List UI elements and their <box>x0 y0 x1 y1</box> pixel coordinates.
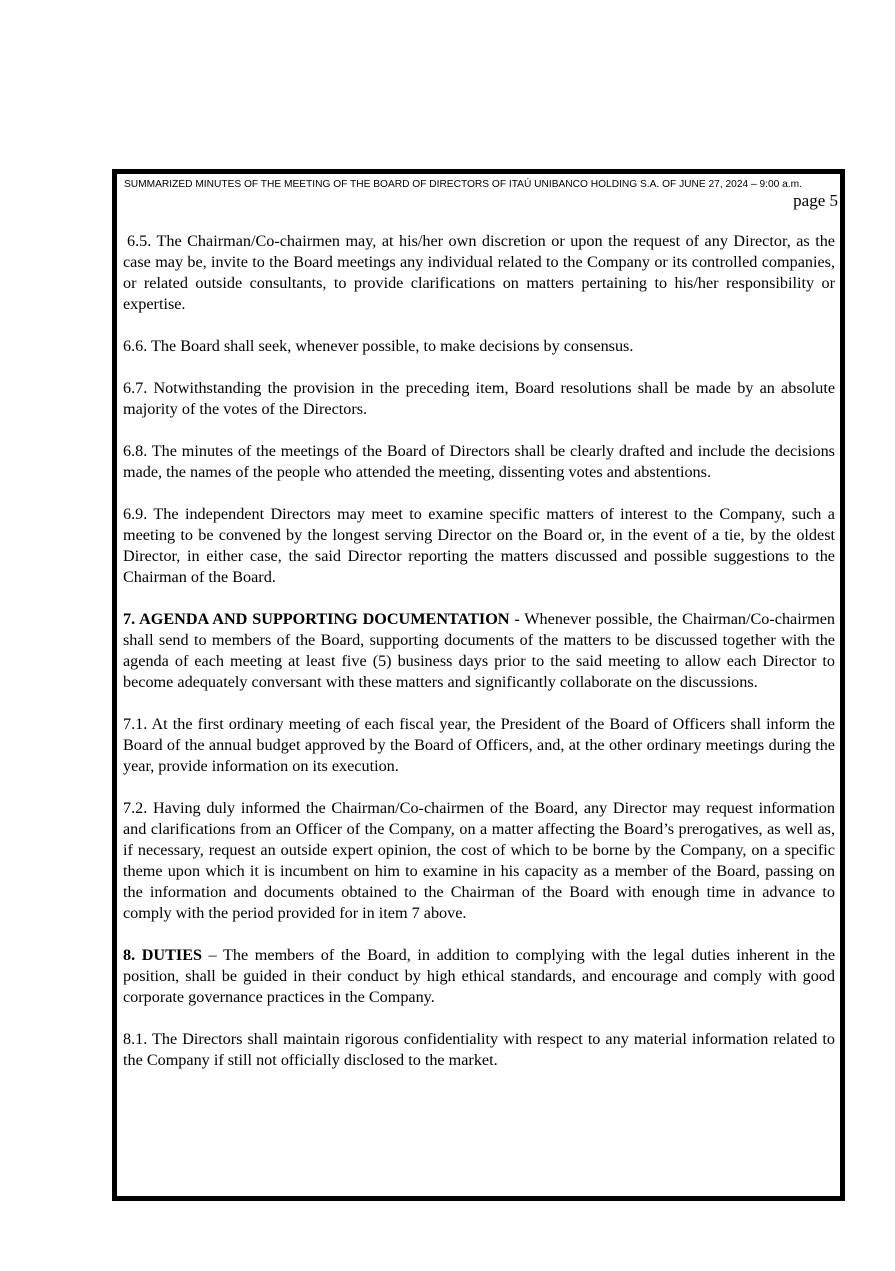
paragraph-6-7: 6.7. Notwithstanding the provision in the preceding item, Board resolutions shall be made by an absolute majority of the votes of the Directors. <box>123 379 835 418</box>
section-8-body: – The members of the Board, in addition to complying with the legal duties inherent in the position, shall be guided in their conduct by high ethical standards, and encourage and comply with good corporate governance practices in the Company. <box>123 946 835 1006</box>
page-number: page 5 <box>793 191 838 210</box>
paragraph-7-1: 7.1. At the first ordinary meeting of each fiscal year, the President of the Board of Officers shall inform the Board of the annual budget approved by the Board of Officers, and, at the other ordinary meetings during the year, provide information on its execution. <box>123 715 835 775</box>
paragraph-6-5: 6.5. The Chairman/Co-chairmen may, at his/her own discretion or upon the request of any Director, as the case may be, invite to the Board meetings any individual related to the Company or its controlled companies, or related outside consultants, to provide clarifications on matters pertaining to his/her responsibility or expertise. <box>123 232 835 313</box>
paragraph-6-6: 6.6. The Board shall seek, whenever possible, to make decisions by consensus. <box>123 337 634 355</box>
section-8-heading: 8. DUTIES <box>123 946 203 964</box>
page-frame <box>112 169 845 1201</box>
section-7-body: Whenever possible, the Chairman/Co-chairmen shall send to members of the Board, supporting documents of the matters to be discussed together with the agenda of each meeting at least five (5) business days prior to the said meeting to allow each Director to become adequately conversant with these matters and significantly collaborate on the discussions. <box>123 610 836 691</box>
paragraph-7-2: 7.2. Having duly informed the Chairman/Co-chairmen of the Board, any Director may request information and clarifications from an Officer of the Company, on a matter affecting the Board’s prerogatives, as well as, if necessary, request an outside expert opinion, the cost of which to be borne by the Company, on a specific theme upon which it is incumbent on him to examine in his capacity as a member of the Board, passing on the information and documents obtained to the Chairman of the Board with enough time in advance to comply with the period provided for in item 7 above. <box>123 799 835 922</box>
document-body <box>123 231 835 1092</box>
section-7-heading: 7. AGENDA AND SUPPORTING DOCUMENTATION - <box>123 610 520 628</box>
paragraph-6-8: 6.8. The minutes of the meetings of the Board of Directors shall be clearly drafted and include the decisions made, the names of the people who attended the meeting, dissenting votes and abstentions. <box>123 442 835 481</box>
paragraph-8-1: 8.1. The Directors shall maintain rigorous confidentiality with respect to any material information related to the Company if still not officially disclosed to the market. <box>123 1030 835 1069</box>
paragraph-8 <box>123 945 835 1008</box>
paragraph-6-9: 6.9. The independent Directors may meet to examine specific matters of interest to the Company, such a meeting to be convened by the longest serving Director on the Board or, in the event of a tie, by the oldest Director, in either case, the said Director reporting the matters discussed and possible suggestions to the Chairman of the Board. <box>123 505 835 586</box>
paragraph-7 <box>123 609 835 693</box>
document-header-title: SUMMARIZED MINUTES OF THE MEETING OF THE BOARD OF DIRECTORS OF ITAÚ UNIBANCO HOLDING S.A. OF JUNE 27, 2024 – 9:00 a.m. <box>124 179 802 190</box>
